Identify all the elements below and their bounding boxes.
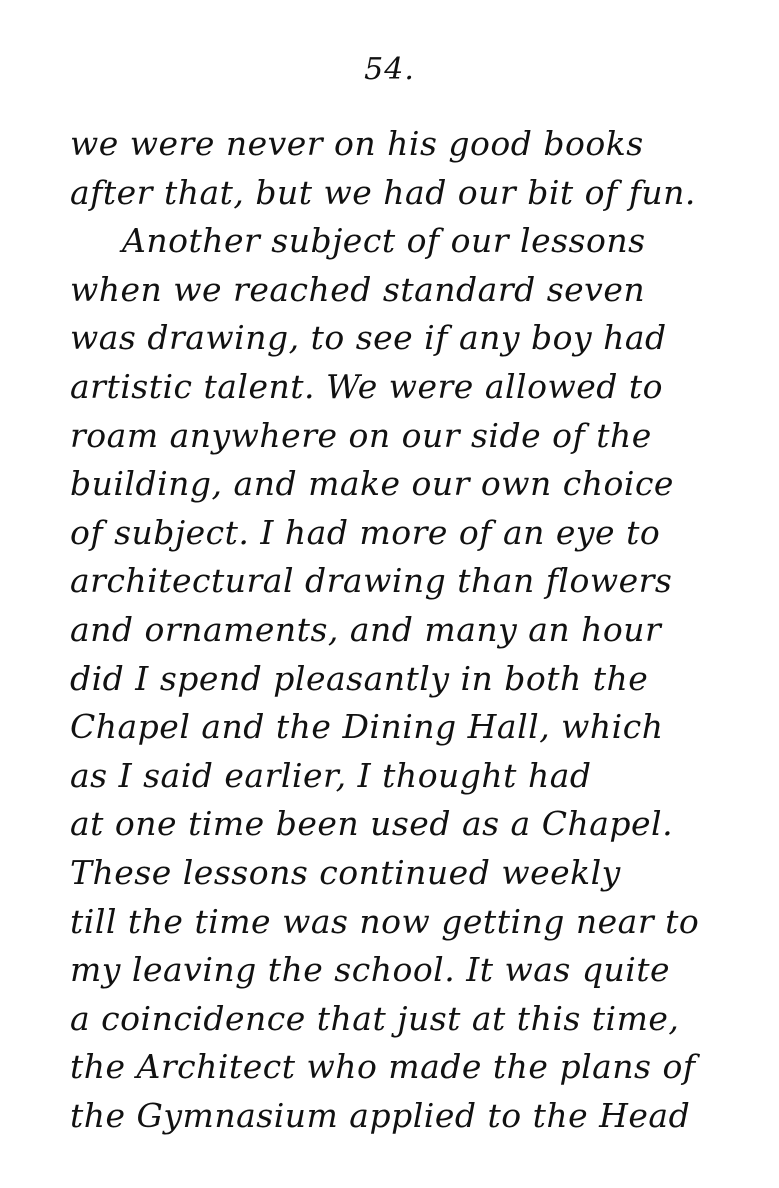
text-line: a coincidence that just at this time, <box>70 998 680 1038</box>
page-number: 54. <box>364 52 415 87</box>
text-line: the Gymnasium applied to the Head <box>70 1095 691 1135</box>
text-line: architectural drawing than flowers <box>70 561 673 601</box>
text-line: till the time was now getting near to <box>70 901 700 941</box>
text-line: as I said earlier, I thought had <box>70 755 592 795</box>
text-line: These lessons continued weekly <box>70 852 621 892</box>
text-line: of subject. I had more of an eye to <box>70 512 661 552</box>
text-line: at one time been used as a Chapel. <box>70 804 674 844</box>
text-line: did I spend pleasantly in both the <box>70 658 649 698</box>
text-line: artistic talent. We were allowed to <box>70 366 663 406</box>
text-line: Another subject of our lessons <box>122 221 646 261</box>
text-line: after that, but we had our bit of fun. <box>70 172 696 212</box>
text-line: building, and make our own choice <box>70 464 674 504</box>
text-line: when we reached standard seven <box>70 269 646 309</box>
text-line: we were never on his good books <box>70 124 644 163</box>
text-line: the Architect who made the plans of <box>70 1047 696 1087</box>
text-line: Chapel and the Dining Hall, which <box>70 707 664 747</box>
text-line: and ornaments, and many an hour <box>70 609 662 649</box>
text-line: roam anywhere on our side of the <box>70 415 652 455</box>
text-line: my leaving the school. It was quite <box>70 950 671 990</box>
text-line: was drawing, to see if any boy had <box>70 318 667 358</box>
handwritten-text-block <box>70 120 720 1140</box>
